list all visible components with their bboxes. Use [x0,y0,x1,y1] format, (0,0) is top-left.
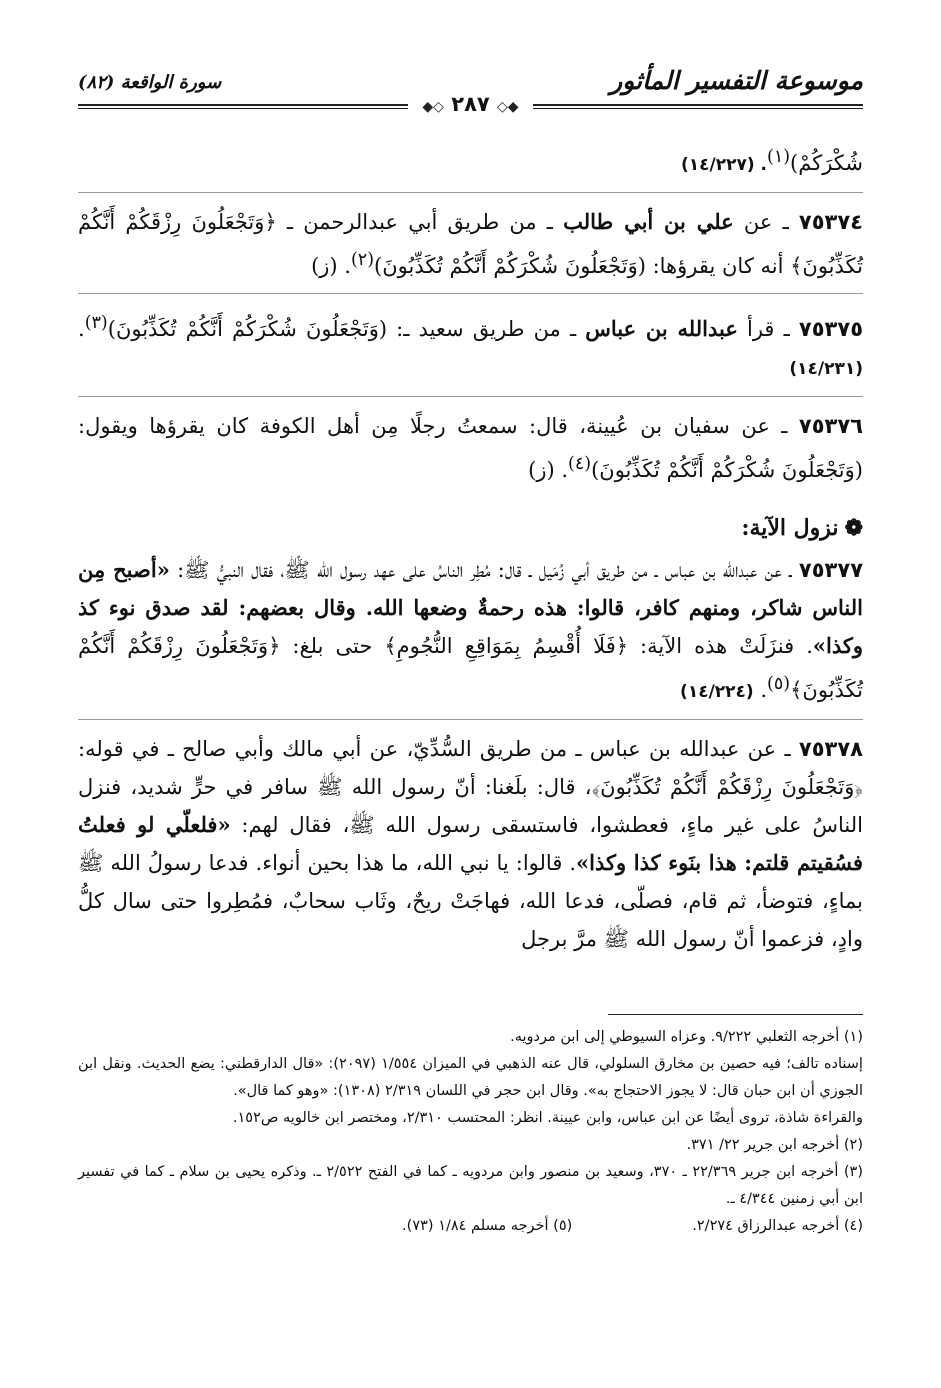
heading-text: نزول الآية: [741,515,839,541]
athar-75376 [78,407,863,489]
footnote-marker: (١) [766,147,791,167]
entry-number: ٧٥٣٧٥ [798,317,864,341]
text-run: . (ز) [311,254,351,278]
paragraph-continued [78,138,863,184]
text-run: ـ عن [733,210,799,234]
entry-number: ٧٥٣٧٦ [798,414,863,438]
footnote-marker: (٢) [350,250,375,270]
footnotes [78,1024,863,1240]
section-heading [78,511,863,545]
footnote-marker: (٤) [568,454,592,474]
footnote-rule [608,1014,863,1015]
text-run: . فنزَلَتْ هذه الآية: ﴿فَلَا أُقْسِمُ بِمَوَاقِعِ النُّجُومِ﴾ حتى بلغ: ﴿وَتَجْعَلُونَ رِزْقَكُمْ أَنَّكُمْ تُكَذِّبُونَ﴾ [78,634,863,702]
footnote-marker: (٣) [84,313,108,333]
book-title: موسوعة التفسير المأثور [610,66,863,95]
text-run: ـ من طريق أبي عبدالرحمن ـ ﴿وَتَجْعَلُونَ رِزْقَكُمْ أَنَّكُمْ تُكَذِّبُونَ﴾ أنه كان يقرؤها: (وَتَجْعَلُونَ شُكْرَكُمْ أَنَّكُمْ تُكَذِّبُونَ) [78,210,863,278]
hadith-text: «فلعلّي لو فعلتُ فسُقيتم قلتم: هذا بنَوء كذا وكذا» [78,812,863,875]
footnote-row [78,1213,863,1240]
athar-75375 [78,304,863,388]
narrator-name: عبدالله بن عباس [585,316,738,341]
text-run: ـ عن سفيان بن عُيينة، قال: سمعتُ رجلًا مِن أهل الكوفة كان يقرؤها ويقول: (وَتَجْعَلُونَ شُكْرَكُمْ أَنَّكُمْ تُكَذِّبُونَ) [78,414,863,482]
footnote-4: (٤) أخرجه عبدالرزاق ٢/٢٧٤. [692,1218,863,1234]
athar-75378 [78,730,863,958]
divider [78,719,863,720]
footnote-3: (٣) أخرجه ابن جرير ٢٢/٣٦٩ ـ ٣٧٠، وسعيد بن منصور وابن مردويه ـ كما في الفتح ٢/٥٢٢ ـ. وذكره يحيى بن سلام ـ كما في تفسير ابن أبي زمنين ٤/٣٤٤ ـ. [78,1164,863,1207]
text-run: ـ قرأ [737,317,799,341]
footnote-marker: (٥) [767,674,791,694]
page-number: ٢٨٧ [451,92,490,116]
text-run: . [78,317,85,341]
volume-reference: (١٤/٢٣١) [789,359,863,379]
page-number-band [0,92,941,116]
divider [78,396,863,397]
text-run: . [753,678,768,702]
footnote-2: (٢) أخرجه ابن جرير ٢٢/ ٣٧١. [686,1137,863,1153]
footnote-5: (٥) أخرجه مسلم ١/٨٤ (٧٣). [402,1218,573,1234]
flower-icon: ❁ [844,515,863,541]
text-run: ـ من طريق سعيد ـ: (وَتَجْعَلُونَ شُكْرَكُمْ أَنَّكُمْ تُكَذِّبُونَ) [107,317,586,341]
divider [78,192,863,193]
text-run: . (ز) [528,458,569,482]
footnote-1-reading: والقراءة شاذة، تروى أيضًا عن ابن عباس، وابن عيينة. انظر: المحتسب ٢/٣١٠، ومختصر ابن خالويه ص١٥٢. [232,1110,863,1126]
volume-reference: (١٤/٢٢٤) [680,682,754,702]
athar-75377 [78,551,863,711]
entry-number: ٧٥٣٧٧ [798,558,864,582]
page-number-box [408,92,532,116]
surah-title: سورة الواقعة (٨٢) [78,72,222,93]
hadith-text: «أصبح مِن الناس شاكر، ومنهم كافر، قالوا: هذه رحمةٌ وضعها الله. وقال بعضهم: لقد صدق نوء كذ وكذا» [78,557,863,658]
athar-75374 [78,203,863,285]
entry-number: ٧٥٣٧٤ [798,210,863,234]
footnote-1-comment: إسناده تالف؛ فيه حصين بن مخارق السلولي، قال عنه الذهبي في الميزان ١/٥٥٤ (٢٠٩٧): «قال الدارقطني: يضع الحديث. ونقل ابن الجوزي أن ابن حبان قال: لا يجوز الاحتجاج به». وقال ابن حجر في اللسان ٢/٣١٩ (١٣٠٨): «وهو كما قال». [78,1056,863,1099]
verse-reading: شُكْرَكُمْ) [790,151,863,175]
ornament-icon: ◇◆ [497,99,519,115]
text-run: . قالوا: يا نبي الله، ما هذا بحين أنواء. فدعا رسولُ الله ﷺ بماءٍ، فتوضأ، ثم قام، فصلّى، فدعا الله، فهاجَتْ ريحٌ، وثَاب سحابٌ، فمُطِروا حتى سال كلُّ وادٍ، فزعموا أنّ رسول الله ﷺ مرَّ برجل [78,851,863,951]
divider [78,293,863,294]
footnote-1: (١) أخرجه الثعلبي ٩/٢٢٢. وعزاه السيوطي إلى ابن مردويه. [510,1029,863,1045]
volume-reference: . (١٤/٢٢٧) [680,155,767,175]
text-run: ـ عن عبدالله بن عباس ـ من طريق السُّدِّيّ، عن أبي مالك وأبي صالح ـ في قوله: ﴿وَتَجْعَلُونَ رِزْقَكُمْ أَنَّكُمْ تُكَذِّبُونَ﴾، قال: بلَغنا: أنّ رسول الله ﷺ سافر في حرٍّ شديد، فنزل الناسُ على غير ماءٍ، فعطشوا، فاستسقى رسول الله ﷺ، فقال لهم: [78,737,863,837]
entry-number: ٧٥٣٧٨ [798,737,863,761]
main-text [78,138,863,966]
ornament-icon: ◆◇ [422,99,444,115]
narrator-name: علي بن أبي طالب [563,209,734,234]
text-run: ـ عن عبدالله بن عباس ـ من طريق أبي زُمَيل ـ قال: مُطِر الناسُ على عهد رسول الله ﷺ، فقال النبيُّ ﷺ: [169,558,799,582]
